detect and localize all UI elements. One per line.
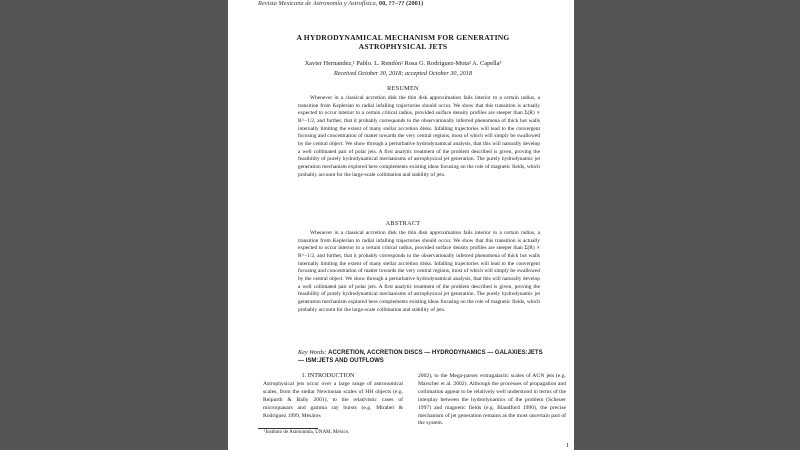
- keywords: [298, 349, 548, 365]
- footnote-divider: [258, 428, 318, 429]
- journal-volume: 00, ??–?? (2001): [378, 0, 424, 7]
- footnote: ¹Instituto de Astronomía, UNAM, México.: [264, 430, 350, 435]
- received-dates: Received October 30, 2018; accepted October 30, 2018: [334, 70, 472, 77]
- page-number: 1: [566, 442, 570, 449]
- journal-header: [258, 0, 548, 7]
- intro-right-column: 2002), to the Mega-parsec extragalactic scales of AGN jets (e.g. Marscher et al. 2002). Although the processes of propagation and collimation appear to be relatively well understood in terms of the interplay between the hydrodynamics of the problem (Scheuer 1997) and magnetic fields (e.g. Blandford 1990), the precise mechanism of jet generation remains as the most uncertain part of the system.: [418, 373, 566, 427]
- resumen-heading: RESUMEN: [387, 85, 419, 92]
- journal-line: Revista Mexicana de Astronomía y Astrofísica,: [258, 0, 378, 7]
- paper-title: A HYDRODYNAMICAL MECHANISM FOR GENERATING ASTROPHYSICAL JETS: [296, 33, 510, 51]
- introduction-heading: 1. INTRODUCTION: [301, 372, 355, 379]
- abstract-heading: ABSTRACT: [385, 220, 421, 227]
- abstract-text: Whenever in a classical accretion disk the thin disk approximation fails interior to a certain radius, a transition from Keplerian to radial infalling trajectories should occur. We show that this transition is actually expected to occur interior to a certain critical radius, provided surface density profiles are steeper than Σ(R) ∝ R^−1/2, and further, that it probably corresponds to the observationally inferred phenomena of thick hot walls internally limiting the extent of many stellar accretion disks. Infalling trajectories will lead to the convergent focusing and concentration of matter towards the very central regions, most of which will simply be swallowed by the central object. We show through a perturbative hydrodynamical analysis, that this will naturally develop a well collimated pair of polar jets. A first analytic treatment of the problem described is given, proving the feasibility of purely hydrodynamical mechanisms of astrophysical jet generation. The purely hydrodynamic jet generation mechanism explored here complements existing ideas focusing on the role of magnetic fields, which probably account for the large-scale collimation and stability of jets.: [298, 230, 540, 313]
- paper-page: [228, 0, 574, 450]
- keywords-text: ACCRETION, ACCRETION DISCS — HYDRODYNAMICS — GALAXIES:JETS — ISM:JETS AND OUTFLOWS: [298, 350, 543, 364]
- keywords-label: Key Words:: [298, 349, 327, 356]
- resumen-text: Whenever in a classical accretion disk the thin disk approximation fails interior to a certain radius, a transition from Keplerian to radial infalling trajectories should occur. We show that this transition is actually expected to occur interior to a certain critical radius, provided surface density profiles are steeper than Σ(R) ∝ R^−1/2, and further, that it probably corresponds to the observationally inferred phenomena of thick hot walls internally limiting the extent of many stellar accretion disks. Infalling trajectories will lead to the convergent focusing and concentration of matter towards the very central regions, most of which will simply be swallowed by the central object. We show through a perturbative hydrodynamical analysis, that this will naturally develop a well collimated pair of polar jets. A first analytic treatment of the problem described is given, proving the feasibility of purely hydrodynamical mechanisms of astrophysical jet generation. The purely hydrodynamic jet generation mechanism explored here complements existing ideas focusing on the role of magnetic fields, which probably account for the large-scale collimation and stability of jets.: [298, 95, 540, 178]
- intro-left-column: Astrophysical jets occur over a large range of astronomical scales, from the stellar Newtonian scales of HH objects (e.g. Reipurth & Bally 2001), to the relativistic cases of microquasars and gamma ray bursts (e.g. Mirabel & Rodríguez 1999, Mésáros: [263, 381, 403, 419]
- author-list: Xavier Hernandez,¹ Pablo. L. Rendón² Rosa G. Rodríguez-Mota² A. Capella³: [304, 60, 502, 67]
